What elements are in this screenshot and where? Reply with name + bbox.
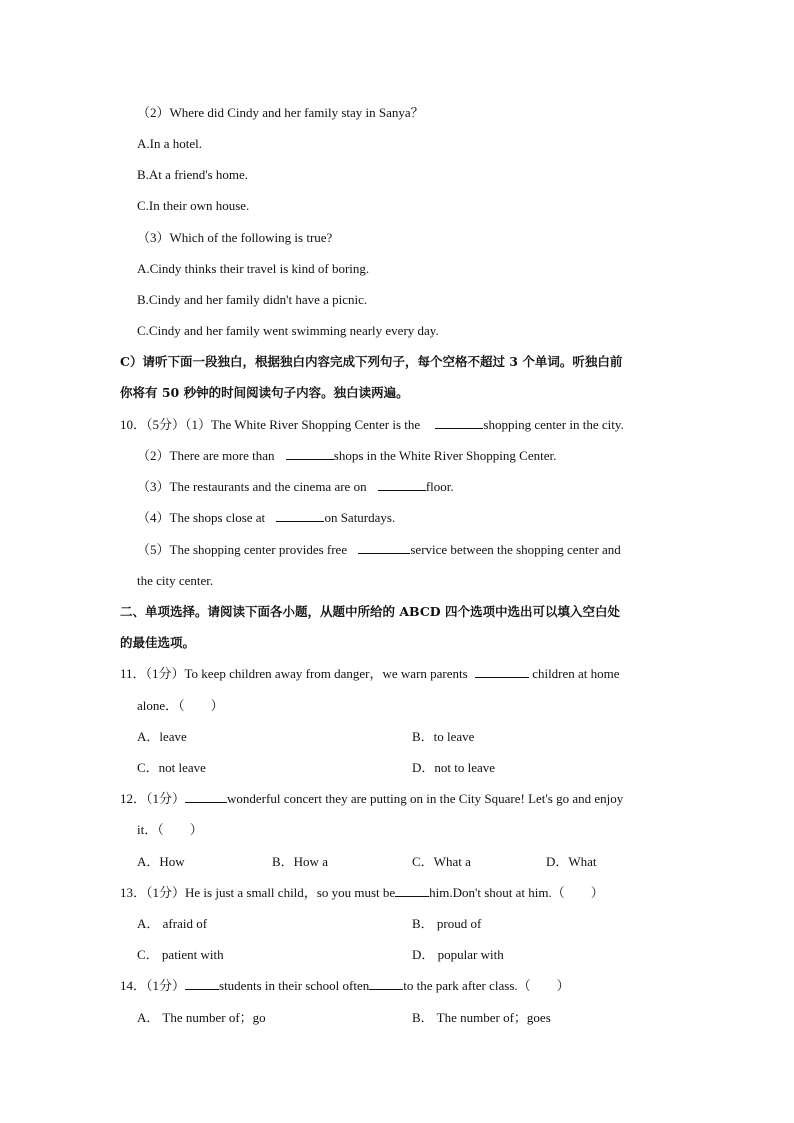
q11-stem xyxy=(120,665,620,683)
answer-blank[interactable] xyxy=(276,509,324,522)
q10-sentence-5 xyxy=(137,541,621,559)
q10-s3-text-after: floor. xyxy=(425,479,454,494)
answer-blank[interactable] xyxy=(435,416,483,429)
q10-s4-text: （4）The shops close at xyxy=(137,510,266,525)
q10-s2-text: （2）There are more than xyxy=(137,448,275,463)
q9-2-option-c: C.In their own house. xyxy=(137,198,250,213)
q12-option-b[interactable]: B．How a xyxy=(272,854,328,869)
q13-stem xyxy=(120,884,604,902)
q11-option-c[interactable]: C．not leave xyxy=(137,760,206,775)
section-c-instruction-line1: C）请听下面一段独白，根据独白内容完成下列句子，每个空格不超过 3 个单词。听独白前 xyxy=(120,354,623,369)
part2-instruction-line2: 的最佳选项。 xyxy=(120,635,196,650)
q14-stem-text-mid: students in their school often xyxy=(219,978,370,993)
answer-blank[interactable] xyxy=(378,478,426,491)
q9-3-option-c: C.Cindy and her family went swimming nearly every day. xyxy=(137,323,439,338)
q10-s3-text: （3）The restaurants and the cinema are on xyxy=(137,479,367,494)
q13-option-b[interactable]: B． proud of xyxy=(412,916,482,931)
q14-stem-text-after: to the park after class.（ ） xyxy=(403,978,570,993)
q10-s1-text: 10．（5分）（1）The White River Shopping Center is the xyxy=(120,417,421,432)
q14-stem xyxy=(120,977,570,995)
q11-stem-text-after: children at home xyxy=(532,666,620,681)
q12-stem-text-after: wonderful concert they are putting on in the City Square! Let's go and enjoy xyxy=(227,791,624,806)
q9-2-option-a: A.In a hotel. xyxy=(137,136,202,151)
q12-stem xyxy=(120,790,623,808)
q10-sentence-2 xyxy=(137,447,556,465)
q11-option-b[interactable]: B．to leave xyxy=(412,729,475,744)
q11-stem-cont: alone．（ ） xyxy=(137,698,224,713)
q9-3-stem: （3）Which of the following is true? xyxy=(137,230,333,245)
q9-3-option-b: B.Cindy and her family didn't have a picnic. xyxy=(137,292,368,307)
q12-stem-cont: it．（ ） xyxy=(137,822,203,837)
part2-instruction-line1: 二、单项选择。请阅读下面各小题，从题中所给的 ABCD 四个选项中选出可以填入空白处 xyxy=(120,604,620,619)
answer-blank[interactable] xyxy=(358,541,410,554)
q14-stem-text: 14．（1分） xyxy=(120,978,186,993)
q13-option-a[interactable]: A． afraid of xyxy=(137,916,208,931)
q13-option-d[interactable]: D． popular with xyxy=(412,947,504,962)
q10-s5-text-after: service between the shopping center and xyxy=(410,542,621,557)
q12-option-d[interactable]: D．What xyxy=(546,854,597,869)
q11-stem-text: 11．（1分）To keep children away from danger，we warn parents xyxy=(120,666,468,681)
q13-stem-text-after: him.Don't shout at him.（ ） xyxy=(429,885,604,900)
q11-option-d[interactable]: D．not to leave xyxy=(412,760,496,775)
q9-3-option-a: A.Cindy thinks their travel is kind of boring. xyxy=(137,261,370,276)
q14-option-b[interactable]: B． The number of；goes xyxy=(412,1010,551,1025)
q12-option-c[interactable]: C．What a xyxy=(412,854,471,869)
q9-2-stem: （2）Where did Cindy and her family stay in Sanya？ xyxy=(137,105,424,120)
q13-stem-text: 13．（1分）He is just a small child，so you must be xyxy=(120,885,396,900)
q11-option-a[interactable]: A．leave xyxy=(137,729,187,744)
q10-s4-text-after: on Saturdays. xyxy=(324,510,396,525)
q10-sentence-3 xyxy=(137,478,454,496)
answer-blank[interactable] xyxy=(185,790,227,803)
q10-sentence-4 xyxy=(137,509,395,527)
section-c-instruction-line2: 你将有 50 秒钟的时间阅读句子内容。独白读两遍。 xyxy=(120,385,409,400)
answer-blank[interactable] xyxy=(475,665,529,678)
answer-blank[interactable] xyxy=(395,884,429,897)
answer-blank[interactable] xyxy=(185,977,219,990)
q13-option-c[interactable]: C． patient with xyxy=(137,947,224,962)
q10-s1-text-after: shopping center in the city. xyxy=(483,417,624,432)
q12-option-a[interactable]: A．How xyxy=(137,854,185,869)
answer-blank[interactable] xyxy=(369,977,403,990)
q9-2-option-b: B.At a friend's home. xyxy=(137,167,249,182)
q10-s2-text-after: shops in the White River Shopping Center. xyxy=(333,448,557,463)
q10-sentence-1 xyxy=(120,416,624,434)
q10-s5-text: （5）The shopping center provides free xyxy=(137,542,348,557)
q14-option-a[interactable]: A． The number of；go xyxy=(137,1010,266,1025)
answer-blank[interactable] xyxy=(286,447,334,460)
q10-sentence-5-cont: the city center. xyxy=(137,573,214,588)
q12-stem-text: 12．（1分） xyxy=(120,791,186,806)
